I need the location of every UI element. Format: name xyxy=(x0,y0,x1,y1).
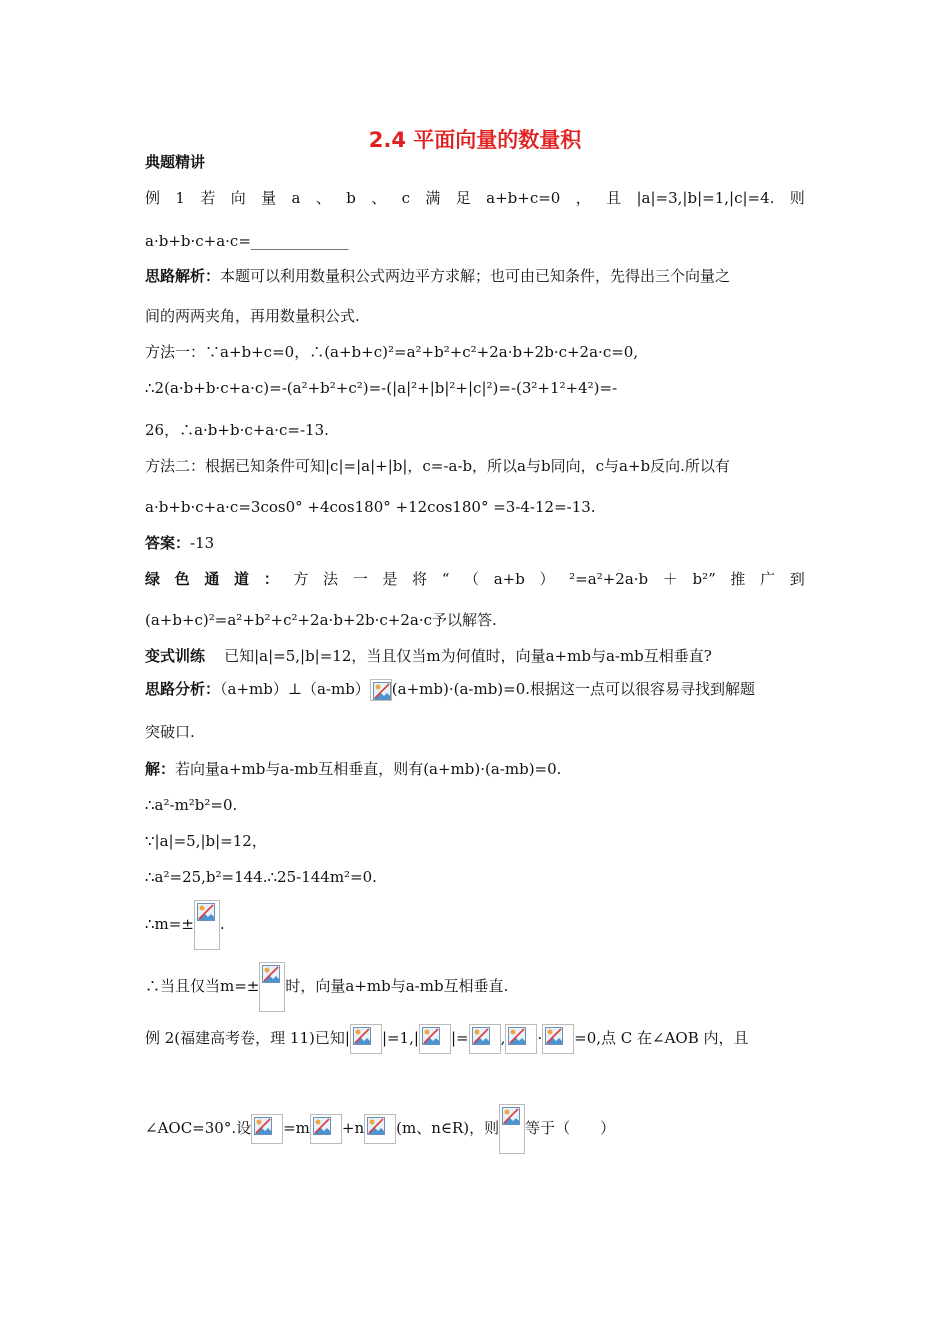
broken-image-icon xyxy=(469,1024,501,1054)
broken-image-icon xyxy=(350,1024,382,1054)
ex2-text-a: 例 2(福建高考卷，理 11)已知| xyxy=(145,1029,350,1047)
broken-image-icon xyxy=(370,679,392,701)
solution-line xyxy=(145,759,561,779)
broken-image-icon xyxy=(194,900,220,950)
step5-post: 时，向量a+mb与a-mb互相垂直. xyxy=(285,977,509,995)
step4-text: ∴m=± xyxy=(145,915,194,933)
analysis-line2: 间的两两夹角，再用数量积公式. xyxy=(145,307,360,325)
broken-image-icon xyxy=(364,1114,396,1144)
green-text-token: 将 xyxy=(412,570,428,588)
green-text-token: 法 xyxy=(323,570,339,588)
token: 、 xyxy=(315,189,331,207)
step5 xyxy=(145,960,508,1012)
token: b xyxy=(346,189,356,207)
green-label-char: ： xyxy=(263,570,279,588)
token: 向 xyxy=(230,189,246,207)
token: a+b+c=0 xyxy=(486,189,561,207)
green-channel-line1 xyxy=(145,569,805,589)
analysis2-pre: （a+mb）⊥（a-mb） xyxy=(220,680,370,698)
step2: ∵|a|=5,|b|=12， xyxy=(145,832,267,850)
broken-image-icon xyxy=(542,1024,574,1054)
solution-label: 解： xyxy=(145,760,176,778)
method1-line1: 方法一：∵a+b+c=0，∴(a+b+c)²=a²+b²+c²+2a·b+2b·c+2a·c=0, xyxy=(145,343,639,361)
example2-line1 xyxy=(145,1020,749,1060)
ex2-text-b: |=1,| xyxy=(381,1029,419,1047)
page-title: 2.4 平面向量的数量积 xyxy=(368,128,582,152)
token: a xyxy=(291,189,301,207)
example1-line1 xyxy=(145,188,805,208)
ex2-text-g: ∠AOC=30°.设 xyxy=(145,1119,252,1137)
green-text-token: 广 xyxy=(760,570,776,588)
broken-image-icon xyxy=(251,1114,283,1144)
token: |a|=3,|b|=1,|c|=4. xyxy=(636,189,775,207)
step5-pre: ∴当且仅当m=± xyxy=(145,977,260,995)
method1-line2: ∴2(a·b+b·c+a·c)=-(a²+b²+c²)=-(|a|²+|b|²+|c|²)=-(3²+1²+4²)=- xyxy=(145,379,618,397)
green-text-token: 是 xyxy=(382,570,398,588)
analysis-text: 本题可以利用数量积公式两边平方求解；也可由已知条件，先得出三个向量之 xyxy=(220,267,731,285)
ex2-text-i: +n xyxy=(341,1119,365,1137)
green-text-token: “ xyxy=(441,570,450,588)
token: ， xyxy=(575,189,591,207)
token: 、 xyxy=(371,189,387,207)
ex2-text-c: |= xyxy=(450,1029,469,1047)
token: 量 xyxy=(261,189,277,207)
example2-line2 xyxy=(145,1102,615,1154)
green-text-token: （ xyxy=(464,570,480,588)
step3: ∴a²=25,b²=144.∴25-144m²=0. xyxy=(145,868,377,886)
broken-image-icon xyxy=(419,1024,451,1054)
token: 例 xyxy=(145,189,161,207)
method1-line3: 26，∴a·b+b·c+a·c=-13. xyxy=(145,421,329,439)
answer-label: 答案： xyxy=(145,534,191,552)
ex2-text-d: , xyxy=(500,1029,506,1047)
green-text-token: b²” xyxy=(692,570,716,588)
green-label-char: 色 xyxy=(174,570,190,588)
green-text-token: ²=a²+2a·b xyxy=(569,570,649,588)
green-text-token: ＋ xyxy=(662,570,678,588)
answer-line xyxy=(145,533,214,553)
green-text-token: 一 xyxy=(352,570,368,588)
ex2-text-f: =0,点 C 在∠AOB 内，且 xyxy=(574,1029,749,1047)
token: 且 xyxy=(606,189,622,207)
green-label-char: 绿 xyxy=(145,570,161,588)
green-label-char: 通 xyxy=(204,570,220,588)
variant-line xyxy=(145,646,712,666)
token: 满 xyxy=(425,189,441,207)
green-channel-line2: (a+b+c)²=a²+b²+c²+2a·b+2b·c+2a·c予以解答. xyxy=(145,611,497,629)
answer-value: -13 xyxy=(190,534,215,552)
token: c xyxy=(401,189,410,207)
step4 xyxy=(145,898,225,950)
broken-image-icon xyxy=(505,1024,537,1054)
token: 足 xyxy=(455,189,471,207)
variant-label: 变式训练 xyxy=(145,647,206,665)
green-text-token: a+b xyxy=(493,570,525,588)
broken-image-icon xyxy=(310,1114,342,1144)
token: 1 xyxy=(175,189,185,207)
ex2-text-j: (m、n∈R)，则 xyxy=(396,1119,500,1137)
green-text-token: ） xyxy=(539,570,555,588)
section-heading: 典题精讲 xyxy=(145,153,206,171)
variant-text: 已知|a|=5,|b|=12，当且仅当m为何值时，向量a+mb与a-mb互相垂直? xyxy=(224,647,712,665)
analysis2-line1 xyxy=(145,679,755,701)
broken-image-icon xyxy=(499,1104,525,1154)
green-text-token: 到 xyxy=(789,570,805,588)
token: 若 xyxy=(200,189,216,207)
analysis-line1 xyxy=(145,266,730,286)
analysis2-label: 思路分析： xyxy=(145,680,221,698)
analysis-label: 思路解析： xyxy=(145,267,221,285)
green-text-token: 推 xyxy=(730,570,746,588)
green-text-token: 方 xyxy=(293,570,309,588)
solution-text: 若向量a+mb与a-mb互相垂直，则有(a+mb)·(a-mb)=0. xyxy=(175,760,562,778)
green-label-char: 道 xyxy=(234,570,250,588)
method2-line1: 方法二：根据已知条件可知|c|=|a|+|b|，c=-a-b，所以a与b同向，c与a+b反向.所以有 xyxy=(145,457,730,475)
ex2-text-e: · xyxy=(537,1029,543,1047)
step4-end: . xyxy=(219,915,225,933)
step1: ∴a²-m²b²=0. xyxy=(145,796,238,814)
ex2-text-k: 等于（ ） xyxy=(525,1119,616,1137)
example1-line2: a·b+b·c+a·c=_____________ xyxy=(145,232,349,250)
analysis2-line2: 突破口. xyxy=(145,723,195,741)
token: 则 xyxy=(789,189,805,207)
ex2-text-h: =m xyxy=(283,1119,310,1137)
method2-line2: a·b+b·c+a·c=3cos0° +4cos180° +12cos180° =3-4-12=-13. xyxy=(145,498,596,516)
analysis2-post: (a+mb)·(a-mb)=0.根据这一点可以很容易寻找到解题 xyxy=(391,680,756,698)
broken-image-icon xyxy=(259,962,285,1012)
